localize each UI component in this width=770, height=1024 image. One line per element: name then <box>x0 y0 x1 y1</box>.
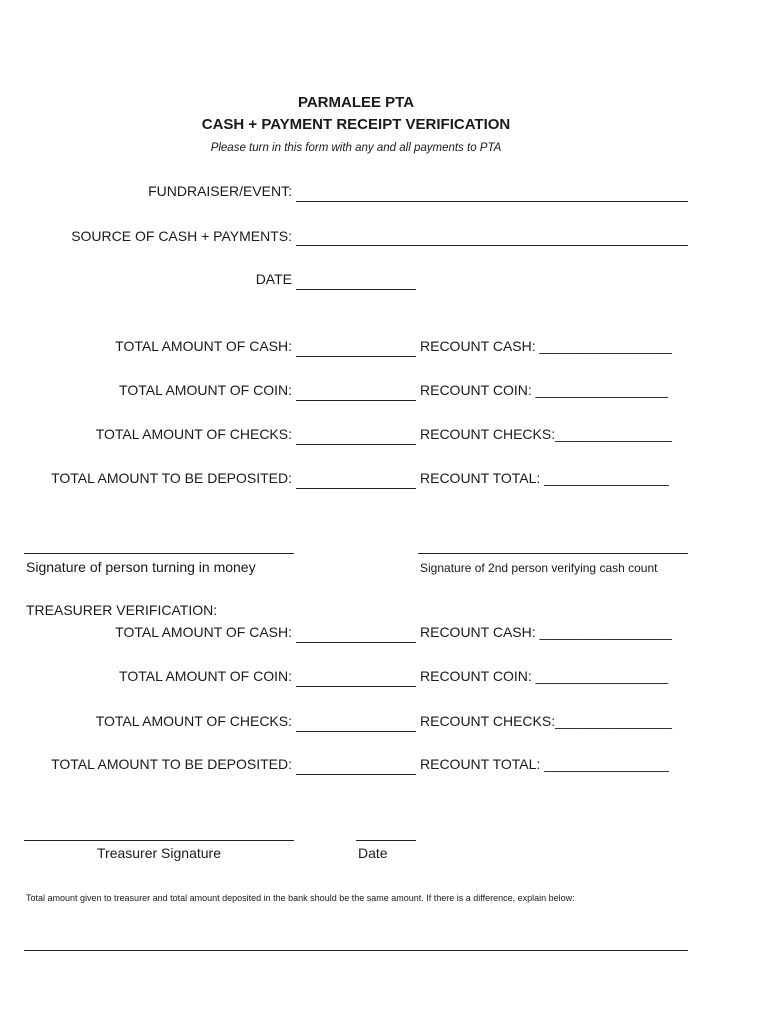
treasurer-cash-line[interactable] <box>296 642 416 643</box>
source-line[interactable] <box>296 245 688 246</box>
treasurer-recount-total: RECOUNT TOTAL: ________________ <box>420 756 669 772</box>
checks-label: TOTAL AMOUNT OF CHECKS: <box>95 426 292 442</box>
treasurer-heading: TREASURER VERIFICATION: <box>26 602 218 618</box>
treasurer-cash-label: TOTAL AMOUNT OF CASH: <box>115 624 292 640</box>
coin-label: TOTAL AMOUNT OF COIN: <box>119 382 292 398</box>
treasurer-coin-label: TOTAL AMOUNT OF COIN: <box>119 668 292 684</box>
explanation-line[interactable] <box>24 950 688 951</box>
treasurer-coin-line[interactable] <box>296 686 416 687</box>
treasurer-deposit-line[interactable] <box>296 774 416 775</box>
treasurer-recount-cash: RECOUNT CASH: _________________ <box>420 624 672 640</box>
person-signature-line[interactable] <box>24 553 294 554</box>
treasurer-date-label: Date <box>358 845 388 861</box>
form-title: CASH + PAYMENT RECEIPT VERIFICATION <box>201 116 511 133</box>
recount-cash: RECOUNT CASH: _________________ <box>420 338 672 354</box>
form-subtitle: Please turn in this form with any and all payments to PTA <box>210 142 502 154</box>
fundraiser-line[interactable] <box>296 201 688 202</box>
person-signature-label: Signature of person turning in money <box>26 559 256 575</box>
treasurer-recount-coin: RECOUNT COIN: _________________ <box>420 668 669 684</box>
treasurer-deposit-label: TOTAL AMOUNT TO BE DEPOSITED: <box>51 756 292 772</box>
source-label: SOURCE OF CASH + PAYMENTS: <box>71 228 292 244</box>
date-line[interactable] <box>296 289 416 290</box>
cash-label: TOTAL AMOUNT OF CASH: <box>115 338 292 354</box>
treasurer-checks-line[interactable] <box>296 731 416 732</box>
fundraiser-label: FUNDRAISER/EVENT: <box>148 183 292 199</box>
treasurer-checks-label: TOTAL AMOUNT OF CHECKS: <box>95 713 292 729</box>
verifier-signature-line[interactable] <box>418 553 688 554</box>
treasurer-recount-checks: RECOUNT CHECKS:_______________ <box>420 713 672 729</box>
coin-line[interactable] <box>296 400 416 401</box>
recount-coin: RECOUNT COIN: _________________ <box>420 382 669 398</box>
cash-line[interactable] <box>296 356 416 357</box>
recount-checks: RECOUNT CHECKS:_______________ <box>420 426 672 442</box>
date-label: DATE <box>255 271 292 287</box>
treasurer-date-line[interactable] <box>356 840 416 841</box>
deposit-label: TOTAL AMOUNT TO BE DEPOSITED: <box>51 470 292 486</box>
org-title: PARMALEE PTA <box>297 94 415 111</box>
recount-total: RECOUNT TOTAL: ________________ <box>420 470 669 486</box>
footer-note: Total amount given to treasurer and total amount deposited in the bank should be the same amount. If there is a difference, explain below: <box>26 893 575 903</box>
deposit-line[interactable] <box>296 488 416 489</box>
verifier-signature-label: Signature of 2nd person verifying cash count <box>420 561 658 575</box>
treasurer-signature-line[interactable] <box>24 840 294 841</box>
treasurer-signature-label: Treasurer Signature <box>97 845 221 861</box>
checks-line[interactable] <box>296 444 416 445</box>
